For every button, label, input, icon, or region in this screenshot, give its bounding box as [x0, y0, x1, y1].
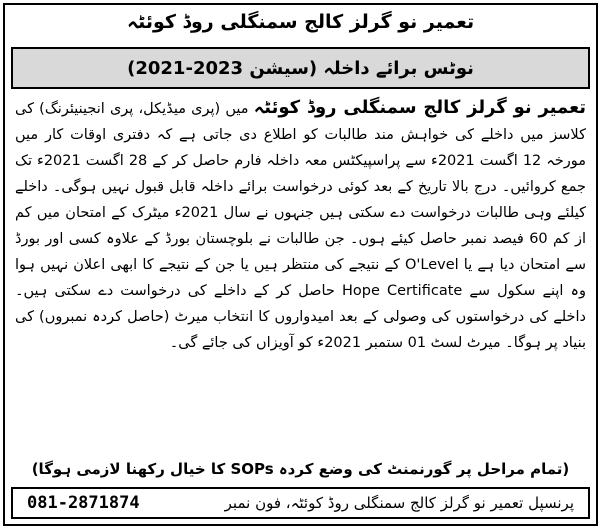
notice-banner — [11, 47, 590, 89]
sops-notice: (تمام مراحل پر گورنمنٹ کی وضع کردہ SOPs کا خیال رکھنا لازمی ہوگا) — [31, 460, 570, 478]
principal-address: پرنسپل تعمیر نو گرلز کالج سمنگلی روڈ کوئٹہ، فون نمبر — [224, 494, 574, 512]
advertisement-frame — [3, 3, 598, 526]
notice-title: نوٹس برائے داخلہ (سیشن 2023-2021) — [127, 57, 474, 79]
phone-number: 081-2871874 — [27, 493, 140, 513]
footer-contact — [11, 487, 590, 519]
body-paragraph: میں (پری میڈیکل، پری انجینیئرنگ) کی کلاسز میں داخلے کی خواہش مند طالبات کو اطلاع دی جاتی ہے کہ دفتری اوقات کار میں مورخہ 12 اگست 2021ء سے پراسپیکٹس معہ داخلہ فارم حاصل کر کے 28 اگست 2021ء تک جمع کروائیں۔ درج بالا تاریخ کے بعد کوئی درخواست برائے داخلہ قابل قبول نہیں ہوگی۔ داخلے کیلئے وہی طالبات درخواست دے سکتی ہیں جنہوں نے سال 2021ء میٹرک کے امتحان میں کم از کم 60 فیصد نمبر حاصل کیئے ہوں۔ جن طالبات نے بلوچستان بورڈ کے علاوہ کسی اور بورڈ سے امتحان دیا ہے یا O'Level کے نتیجے کی منتظر ہیں یا جن کے نتیجے کا ابھی اعلان نہیں ہوا وہ اپنے سکول سے Hope Certificate حاصل کر کے داخلے کی درخواست دے سکتی ہیں۔ داخلے کی درخواستوں کی وصولی کے بعد امیدواروں کا انتخاب میرٹ (حاصل کردہ نمبروں) کی بنیاد پر ہوگا۔ میرٹ لسٹ 01 ستمبر 2021ء کو آویزاں کی جائے گی۔ — [15, 101, 587, 351]
body-lead: تعمیر نو گرلز کالج سمنگلی روڈ کوئٹہ — [253, 97, 587, 118]
notice-body — [15, 95, 586, 356]
college-header: تعمیر نو گرلز کالج سمنگلی روڈ کوئٹہ — [126, 11, 475, 33]
